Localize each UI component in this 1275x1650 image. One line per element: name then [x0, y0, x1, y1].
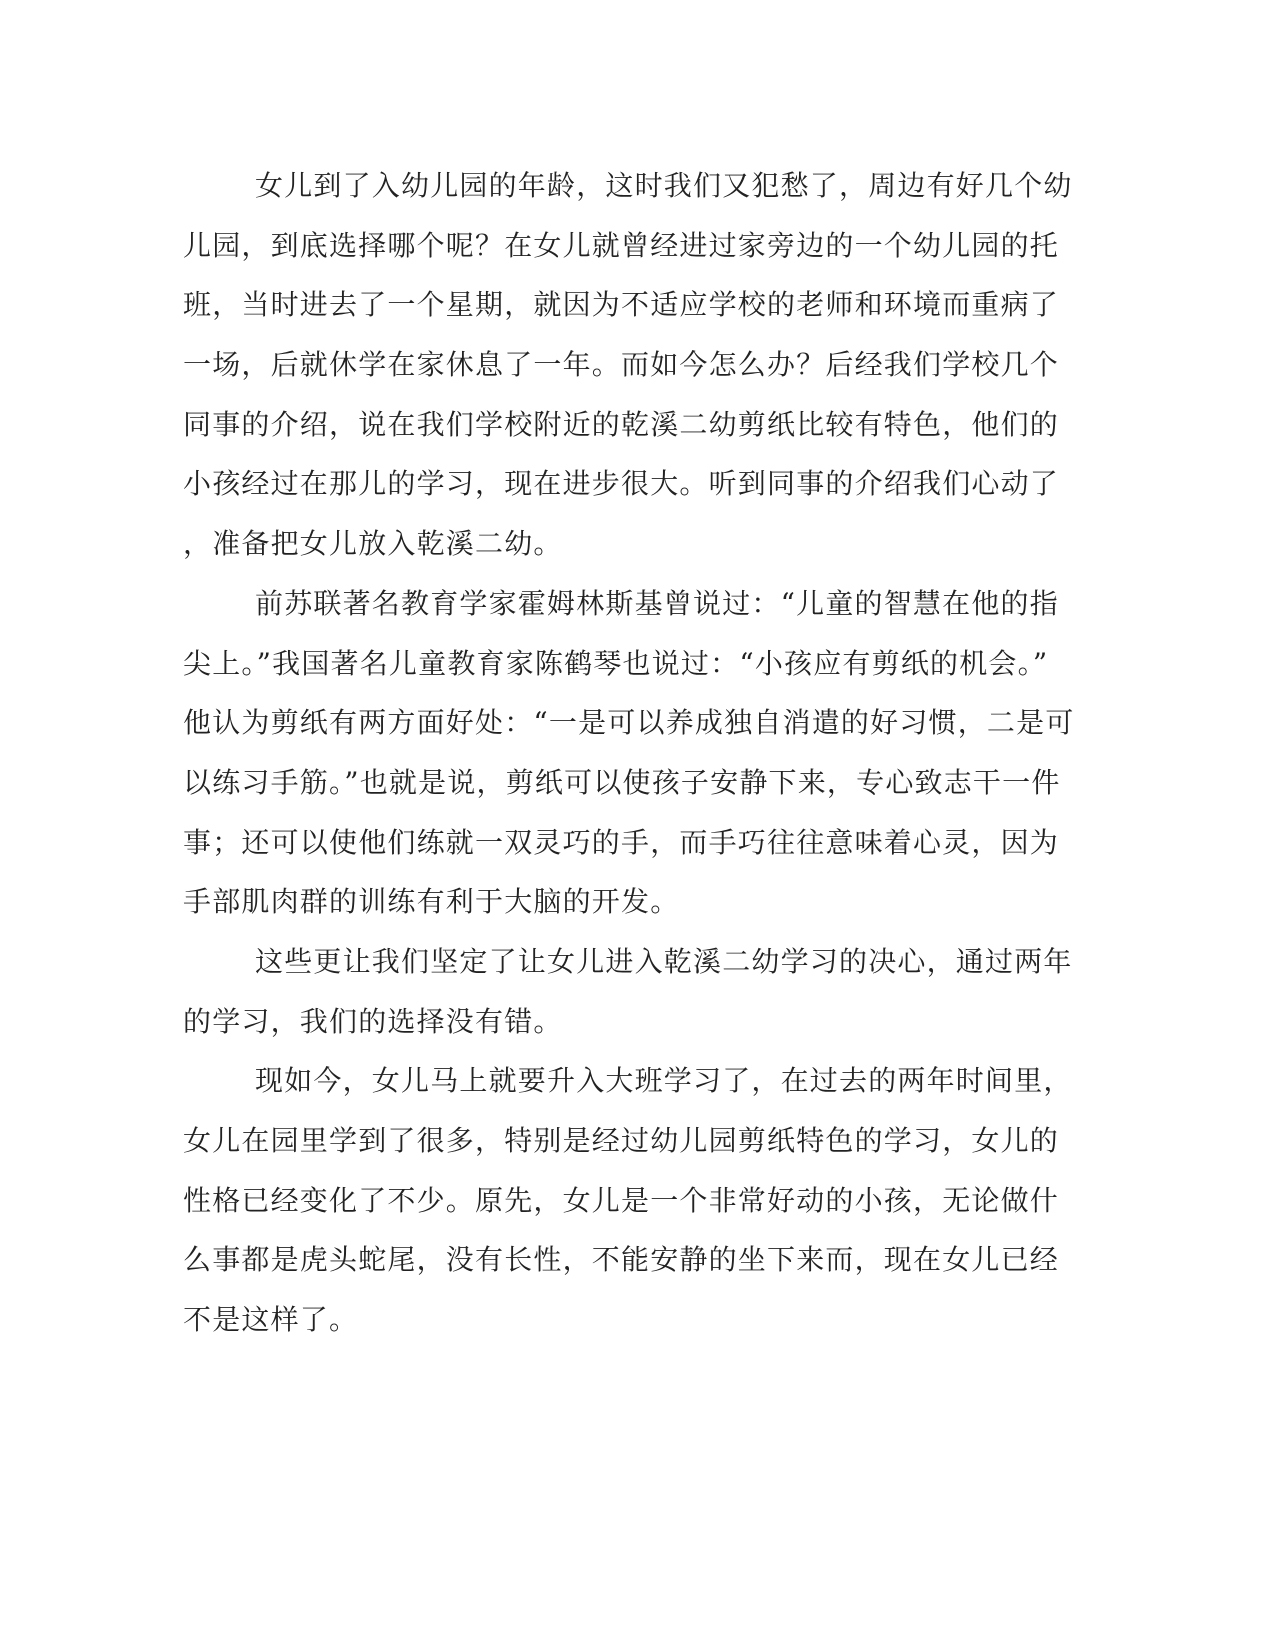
- paragraph-2: [183, 574, 1075, 932]
- text-line: 性格已经变化了不少。原先，女儿是一个非常好动的小孩，无论做什: [183, 1183, 1060, 1217]
- text-line: 尖上。”我国著名儿童教育家陈鹤琴也说过：“小孩应有剪纸的机会。”: [183, 646, 1049, 680]
- text-line: 么事都是虎头蛇尾，没有长性，不能安静的坐下来而，现在女儿已经: [183, 1243, 1060, 1277]
- text-line: 儿园，到底选择哪个呢？在女儿就曾经进过家旁边的一个幼儿园的托: [183, 228, 1060, 262]
- text-line: 女儿到了入幼儿园的年龄，这时我们又犯愁了，周边有好几个幼: [255, 169, 1073, 202]
- text-line: 前苏联著名教育学家霍姆林斯基曾说过：“儿童的智慧在他的指: [255, 586, 1059, 620]
- text-line: ，准备把女儿放入乾溪二幼。: [183, 527, 563, 561]
- document-body: [183, 156, 1075, 1350]
- text-line: 手部肌肉群的训练有利于大脑的开发。: [183, 885, 680, 919]
- text-line: 班，当时进去了一个星期，就因为不适应学校的老师和环境而重病了: [183, 288, 1060, 322]
- text-line: 现如今，女儿马上就要升入大班学习了，在过去的两年时间里，: [255, 1064, 1073, 1098]
- paragraph-3: [183, 932, 1073, 1051]
- text-line: 同事的介绍，说在我们学校附近的乾溪二幼剪纸比较有特色，他们的: [183, 407, 1060, 441]
- text-line: 他认为剪纸有两方面好处：“一是可以养成独自消遣的好习惯，二是可: [183, 706, 1075, 740]
- text-line: 以练习手筋。”也就是说，剪纸可以使孩子安静下来，专心致志干一件: [183, 765, 1061, 799]
- text-line: 女儿在园里学到了很多，特别是经过幼儿园剪纸特色的学习，女儿的: [183, 1124, 1060, 1157]
- text-line: 一场，后就休学在家休息了一年。而如今怎么办？后经我们学校几个: [183, 348, 1060, 382]
- text-line: 小孩经过在那儿的学习，现在进步很大。听到同事的介绍我们心动了: [183, 467, 1060, 501]
- text-line: 这些更让我们坚定了让女儿进入乾溪二幼学习的决心，通过两年: [255, 944, 1073, 978]
- paragraph-1: [183, 156, 1073, 574]
- paragraph-4: [183, 1051, 1073, 1349]
- text-line: 的学习，我们的选择没有错。: [183, 1004, 563, 1038]
- text-line: 不是这样了。: [183, 1303, 359, 1337]
- text-line: 事；还可以使他们练就一双灵巧的手，而手巧往往意味着心灵，因为: [183, 825, 1060, 859]
